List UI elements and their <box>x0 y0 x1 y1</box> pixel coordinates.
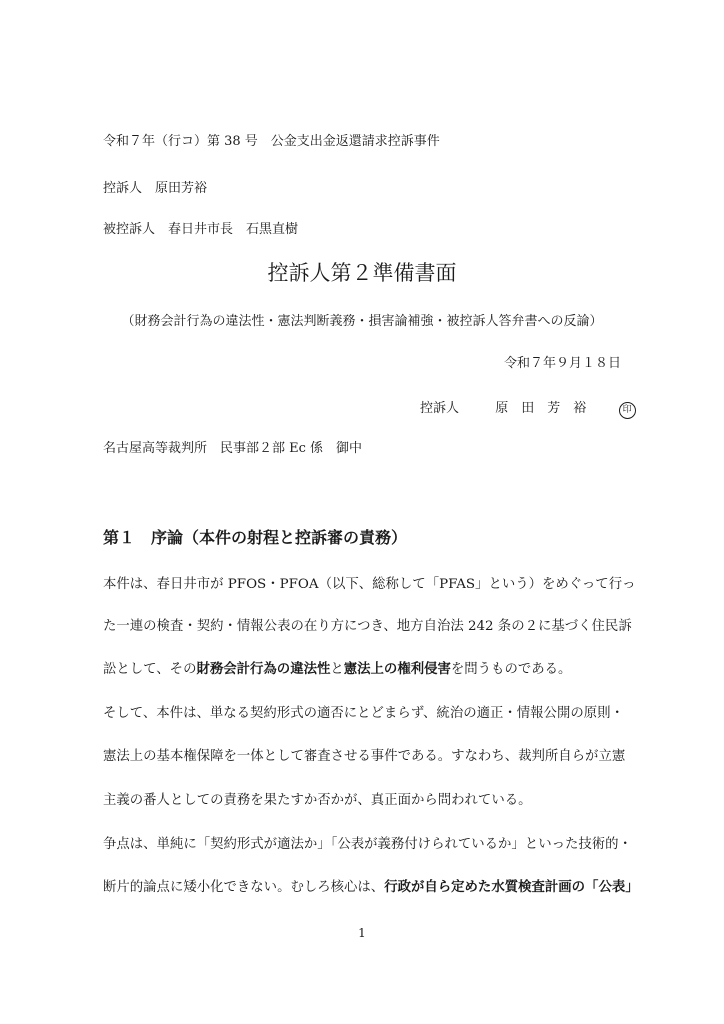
paragraph-line: 争点は、単純に「契約形式が適法か」「公表が義務付けられているか」といった技術的・ <box>103 837 632 852</box>
text-run: と <box>330 662 344 677</box>
paragraph-line: 本件は、春日井市が PFOS・PFOA（以下、総称して「PFAS」という）をめぐって行っ <box>103 577 636 592</box>
text-run: 訟として、その <box>103 662 197 677</box>
case-number-line: 令和７年（行コ）第 38 号 公金支出金返還請求控訴事件 <box>103 134 440 149</box>
addressee: 名古屋高等裁判所 民事部２部 Ec 係 御中 <box>103 441 363 456</box>
text-run: 断片的論点に矮小化できない。むしろ核心は、 <box>103 880 385 895</box>
signature-block <box>420 397 636 419</box>
seal-stamp: 印 <box>619 402 636 419</box>
page-number: 1 <box>358 926 366 940</box>
signature-label: 控訴人 <box>420 401 460 416</box>
emphasis-text: 行政が自ら定めた水質検査計画の「公表」 <box>384 879 639 895</box>
paragraph-line: 憲法上の基本権保障を一体として審査させる事件である。すなわち、裁判所自らが立憲 <box>103 749 626 764</box>
section-heading: 第１ 序論（本件の射程と控訴審の責務） <box>103 528 408 547</box>
paragraph-line <box>103 876 639 895</box>
document-title: 控訴人第２準備書面 <box>267 261 457 285</box>
appellant-line: 控訴人 原田芳裕 <box>103 181 208 196</box>
document-subtitle: （財務会計行為の違法性・憲法判断義務・損害論補強・被控訴人答弁書への反論） <box>121 314 603 329</box>
text-run: を問うものである。 <box>450 662 572 677</box>
emphasis-text: 憲法上の権利侵害 <box>343 661 451 677</box>
paragraph-line: 主義の番人としての責務を果たすか否かが、真正面から問われている。 <box>103 793 532 808</box>
appellee-line: 被控訴人 春日井市長 石黒直樹 <box>103 222 299 237</box>
paragraph-line: た一連の検査・契約・情報公表の在り方につき、地方自治法 242 条の２に基づく住民訴 <box>103 619 632 634</box>
emphasis-text: 財務会計行為の違法性 <box>196 661 331 677</box>
filing-date: 令和７年９月１８日 <box>503 356 621 371</box>
paragraph-line <box>103 658 571 677</box>
signature-name: 原 田 芳 裕 <box>495 401 587 416</box>
paragraph-line: そして、本件は、単なる契約形式の適否にとどまらず、統治の適正・情報公開の原則・ <box>103 706 624 721</box>
